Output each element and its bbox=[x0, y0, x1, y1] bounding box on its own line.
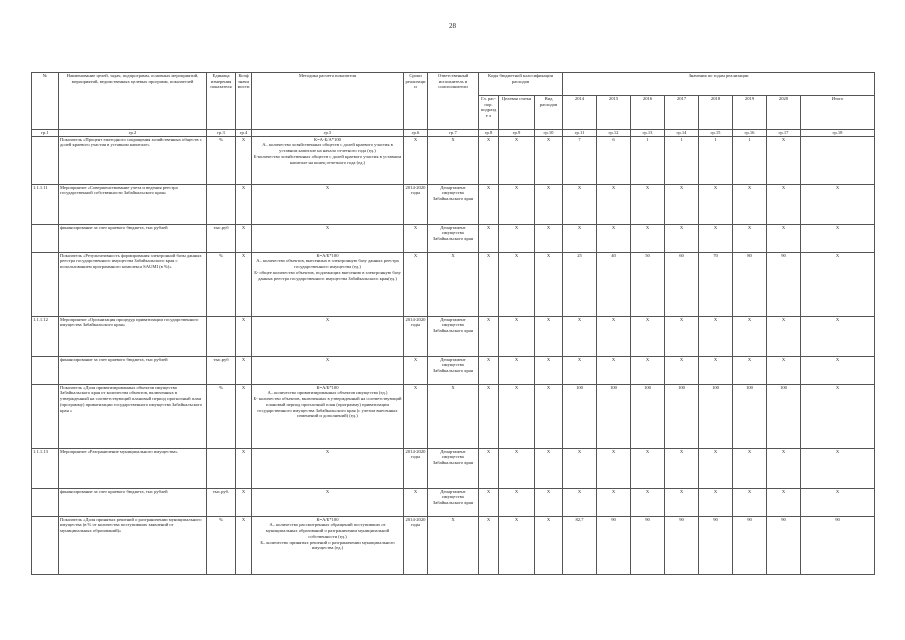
row-coef: Х bbox=[236, 516, 252, 574]
header-year: 2017 bbox=[665, 96, 699, 130]
column-number: гр.1 bbox=[32, 130, 59, 137]
row-year-value: 90 bbox=[699, 516, 733, 574]
row-method: Х bbox=[252, 448, 404, 488]
row-period: 2014-2020 годы bbox=[404, 316, 428, 356]
row-year-value: Х bbox=[733, 356, 767, 384]
row-year-value: 50 bbox=[631, 252, 665, 316]
row-method: К=А/Б*100 А– количество приватизированных объектов имущества (ед.) Б- количество объектов, включенных в утвержденный на соответствующий плановый период прогнозный план (программу) приватизации государственного имущества Забайкальского края (с учетом внесенных изменений и дополнений) (ед.) bbox=[252, 384, 404, 448]
header-year: 2015 bbox=[597, 96, 631, 130]
row-year-value: 100 bbox=[767, 384, 801, 448]
row-executor: Департамент имущества Забайкальского края bbox=[428, 488, 479, 516]
row-exp-type: Х bbox=[535, 184, 563, 224]
table-row bbox=[32, 184, 875, 224]
row-year-value: 7 bbox=[563, 136, 597, 184]
row-year-value: 100 bbox=[563, 384, 597, 448]
table-row bbox=[32, 448, 875, 488]
header-method: Методика расчета показателя bbox=[252, 73, 404, 130]
row-exp-type: Х bbox=[535, 356, 563, 384]
row-method: Х bbox=[252, 224, 404, 252]
row-year-value: Х bbox=[733, 224, 767, 252]
column-number: гр.8 bbox=[479, 130, 499, 137]
row-year-value: 100 bbox=[597, 384, 631, 448]
row-exp-type: Х bbox=[535, 516, 563, 574]
row-year-value: 1 bbox=[631, 136, 665, 184]
row-year-value: 80 bbox=[733, 252, 767, 316]
row-name: Показатель «Доля принятых решений о разграничении муниципального имущества (в % от количества поступивших заявлений от муниципальных образований)» bbox=[59, 516, 207, 574]
header-year: 2018 bbox=[699, 96, 733, 130]
row-year-value: Х bbox=[699, 224, 733, 252]
row-method: Х bbox=[252, 356, 404, 384]
column-number: гр.10 bbox=[535, 130, 563, 137]
row-coef: Х bbox=[236, 316, 252, 356]
row-year-value: 60 bbox=[665, 252, 699, 316]
row-coef: Х bbox=[236, 488, 252, 516]
row-period: Х bbox=[404, 384, 428, 448]
row-exp-type: Х bbox=[535, 384, 563, 448]
row-year-value: 90 bbox=[597, 516, 631, 574]
header-gr-rasp: Гл. рас- пор. подразде л bbox=[479, 96, 499, 130]
header-year: 2020 bbox=[767, 96, 801, 130]
row-year-value: Х bbox=[665, 224, 699, 252]
row-year-value: Х bbox=[631, 488, 665, 516]
row-gr-rasp: Х bbox=[479, 356, 499, 384]
header-row-1 bbox=[32, 73, 875, 96]
row-year-value: Х bbox=[563, 316, 597, 356]
row-number bbox=[32, 356, 59, 384]
row-name: финансирование за счет краевого бюджета, тыс рублей bbox=[59, 356, 207, 384]
row-gr-rasp: Х bbox=[479, 184, 499, 224]
header-budget-codes: Коды бюджетной классификации расходов bbox=[479, 73, 563, 96]
row-method: Х bbox=[252, 488, 404, 516]
row-year-value: 1 bbox=[699, 136, 733, 184]
header-executor: Ответственный исполнитель и соисполнители bbox=[428, 73, 479, 130]
row-year-value: 90 bbox=[631, 516, 665, 574]
row-gr-rasp: Х bbox=[479, 224, 499, 252]
row-gr-rasp: Х bbox=[479, 384, 499, 448]
row-method: К=А/Б*100 А– количество рассмотренных обращений поступивших от муниципальных образований о разграничении муниципальной собственности (ед.) Б– количество принятых решений о разграничении муниципального имущества (ед.) bbox=[252, 516, 404, 574]
row-name: Мероприятие «Совершенствование учета и ведения реестра государственной собственности Забайкальского края» bbox=[59, 184, 207, 224]
row-unit bbox=[207, 184, 236, 224]
row-number bbox=[32, 516, 59, 574]
row-number: 1.1.1.12 bbox=[32, 316, 59, 356]
column-number: гр.11 bbox=[563, 130, 597, 137]
column-number: гр.3 bbox=[207, 130, 236, 137]
row-year-value: Х bbox=[665, 184, 699, 224]
row-target: Х bbox=[499, 184, 535, 224]
header-period: Сроки реализации bbox=[404, 73, 428, 130]
row-method: К=А-Б/А*100 А– количество хозяйственных обществ с долей краевого участия в уставном капитале на начало отчетного года (ед.) Б-количество хозяйственных обществ с долей краевого участия в уставном капитале на конец отчетного года (ед.) bbox=[252, 136, 404, 184]
row-period: Х bbox=[404, 488, 428, 516]
row-year-value: 40 bbox=[597, 252, 631, 316]
row-year-value: Х bbox=[563, 448, 597, 488]
row-unit: % bbox=[207, 136, 236, 184]
row-year-value: Х bbox=[563, 356, 597, 384]
row-year-value: Х bbox=[665, 316, 699, 356]
row-exp-type: Х bbox=[535, 488, 563, 516]
row-year-value: Х bbox=[597, 184, 631, 224]
row-executor: Х bbox=[428, 136, 479, 184]
row-period: 2014-2020 годы bbox=[404, 516, 428, 574]
row-year-value: Х bbox=[733, 184, 767, 224]
row-unit: % bbox=[207, 516, 236, 574]
column-number: гр.14 bbox=[665, 130, 699, 137]
row-year-value: Х bbox=[767, 224, 801, 252]
row-exp-type: Х bbox=[535, 224, 563, 252]
row-year-value: 1 bbox=[733, 136, 767, 184]
row-target: Х bbox=[499, 136, 535, 184]
row-target: Х bbox=[499, 488, 535, 516]
row-year-value: Х bbox=[767, 448, 801, 488]
header-exp-type: Вид расходов bbox=[535, 96, 563, 130]
row-name: Показатель «Процент ежегодного сокращения хозяйственных обществ с долей краевого участия в уставном капитале» bbox=[59, 136, 207, 184]
row-year-value: Х bbox=[801, 488, 875, 516]
table-row bbox=[32, 516, 875, 574]
row-year-value: Х bbox=[631, 184, 665, 224]
header-year: 2016 bbox=[631, 96, 665, 130]
row-period: Х bbox=[404, 356, 428, 384]
row-year-value: Х bbox=[801, 224, 875, 252]
row-name: Показатель «Результативность формирования электронной базы данных реестра государственного имущества Забайкальского края с использованием программного комплекса SAUMI (в %)» bbox=[59, 252, 207, 316]
row-gr-rasp: Х bbox=[479, 252, 499, 316]
row-exp-type: Х bbox=[535, 136, 563, 184]
row-exp-type: Х bbox=[535, 252, 563, 316]
row-year-value: Х bbox=[767, 316, 801, 356]
row-year-value: 90 bbox=[767, 516, 801, 574]
row-year-value: 90 bbox=[801, 516, 875, 574]
row-year-value: Х bbox=[733, 488, 767, 516]
column-number: гр.15 bbox=[699, 130, 733, 137]
column-number: гр.4 bbox=[236, 130, 252, 137]
row-executor: Департамент имущества Забайкальского края bbox=[428, 316, 479, 356]
row-executor: Х bbox=[428, 516, 479, 574]
column-numbers-row bbox=[32, 130, 875, 137]
row-year-value: Х bbox=[597, 488, 631, 516]
row-name: Мероприятие «Разграничение муниципального имущества» bbox=[59, 448, 207, 488]
row-year-value: Х bbox=[733, 316, 767, 356]
row-target: Х bbox=[499, 384, 535, 448]
table-row bbox=[32, 356, 875, 384]
row-year-value: Х bbox=[801, 356, 875, 384]
header-year: 2014 bbox=[563, 96, 597, 130]
row-year-value: Х bbox=[767, 184, 801, 224]
row-number: 1.1.1.11 bbox=[32, 184, 59, 224]
row-year-value: 82,7 bbox=[563, 516, 597, 574]
row-year-value: 6 bbox=[597, 136, 631, 184]
row-year-value: Х bbox=[699, 316, 733, 356]
row-executor: Х bbox=[428, 384, 479, 448]
column-number: гр.17 bbox=[767, 130, 801, 137]
row-period: Х bbox=[404, 252, 428, 316]
row-period: Х bbox=[404, 136, 428, 184]
row-year-value: Х bbox=[563, 184, 597, 224]
row-gr-rasp: Х bbox=[479, 136, 499, 184]
page-number: 28 bbox=[449, 22, 456, 30]
row-number bbox=[32, 252, 59, 316]
row-coef: Х bbox=[236, 184, 252, 224]
row-executor: Департамент имущества Забайкальского края bbox=[428, 184, 479, 224]
row-unit: тыс.руб bbox=[207, 224, 236, 252]
row-executor: Х bbox=[428, 252, 479, 316]
row-target: Х bbox=[499, 516, 535, 574]
row-year-value: 90 bbox=[767, 252, 801, 316]
row-year-value: Х bbox=[665, 448, 699, 488]
header-year: 2019 bbox=[733, 96, 767, 130]
row-method: Х bbox=[252, 316, 404, 356]
row-unit bbox=[207, 316, 236, 356]
row-unit: % bbox=[207, 252, 236, 316]
column-number: гр.2 bbox=[59, 130, 207, 137]
row-unit: тыс.руб bbox=[207, 356, 236, 384]
row-year-value: Х bbox=[767, 488, 801, 516]
column-number: гр.12 bbox=[597, 130, 631, 137]
row-year-value: 25 bbox=[563, 252, 597, 316]
row-gr-rasp: Х bbox=[479, 516, 499, 574]
row-gr-rasp: Х bbox=[479, 448, 499, 488]
row-year-value: 70 bbox=[699, 252, 733, 316]
row-year-value: Х bbox=[563, 488, 597, 516]
row-year-value: Х bbox=[801, 384, 875, 448]
row-year-value: Х bbox=[665, 356, 699, 384]
row-target: Х bbox=[499, 356, 535, 384]
row-year-value: 100 bbox=[665, 384, 699, 448]
row-year-value: 90 bbox=[733, 516, 767, 574]
column-number: гр.7 bbox=[428, 130, 479, 137]
row-executor: Департамент имущества Забайкальского края bbox=[428, 356, 479, 384]
row-exp-type: Х bbox=[535, 316, 563, 356]
row-coef: Х bbox=[236, 224, 252, 252]
row-gr-rasp: Х bbox=[479, 316, 499, 356]
row-number bbox=[32, 136, 59, 184]
row-name: финансирование за счет краевого бюджета, тыс рублей bbox=[59, 488, 207, 516]
header-coef: Коэф значи мости bbox=[236, 73, 252, 130]
row-year-value: Х bbox=[631, 316, 665, 356]
header-target: Целевая статья bbox=[499, 96, 535, 130]
row-year-value: Х bbox=[733, 448, 767, 488]
column-number: гр.5 bbox=[252, 130, 404, 137]
row-year-value: Х bbox=[699, 356, 733, 384]
row-coef: Х bbox=[236, 252, 252, 316]
row-executor: Департамент имущества Забайкальского края bbox=[428, 224, 479, 252]
row-exp-type: Х bbox=[535, 448, 563, 488]
row-year-value: Х bbox=[699, 184, 733, 224]
row-year-value: Х bbox=[563, 224, 597, 252]
row-method: Х bbox=[252, 184, 404, 224]
row-year-value: Х bbox=[665, 488, 699, 516]
row-year-value: Х bbox=[597, 316, 631, 356]
column-number: гр.18 bbox=[801, 130, 875, 137]
row-unit: тыс.руб. bbox=[207, 488, 236, 516]
row-number: 1.1.1.13 bbox=[32, 448, 59, 488]
row-year-value: Х bbox=[801, 252, 875, 316]
row-year-value: 100 bbox=[699, 384, 733, 448]
row-year-value: 90 bbox=[665, 516, 699, 574]
row-target: Х bbox=[499, 448, 535, 488]
row-year-value: Х bbox=[699, 488, 733, 516]
header-unit: Единица измерения показателя bbox=[207, 73, 236, 130]
row-unit bbox=[207, 448, 236, 488]
row-year-value: Х bbox=[631, 356, 665, 384]
row-gr-rasp: Х bbox=[479, 488, 499, 516]
column-number: гр.9 bbox=[499, 130, 535, 137]
row-period: Х bbox=[404, 224, 428, 252]
row-year-value: Х bbox=[597, 448, 631, 488]
row-unit: % bbox=[207, 384, 236, 448]
header-year: Итого bbox=[801, 96, 875, 130]
row-year-value: 100 bbox=[733, 384, 767, 448]
row-year-value: Х bbox=[631, 224, 665, 252]
row-year-value: 1 bbox=[665, 136, 699, 184]
table-row bbox=[32, 136, 875, 184]
row-coef: Х bbox=[236, 356, 252, 384]
row-year-value: Х bbox=[631, 448, 665, 488]
header-values-by-year: Значения по годам реализации bbox=[563, 73, 875, 96]
row-year-value: Х bbox=[767, 356, 801, 384]
row-coef: Х bbox=[236, 448, 252, 488]
row-year-value bbox=[801, 136, 875, 184]
row-year-value: Х bbox=[767, 136, 801, 184]
row-number bbox=[32, 488, 59, 516]
row-period: 2014-2020 годы bbox=[404, 184, 428, 224]
row-target: Х bbox=[499, 252, 535, 316]
header-num: № bbox=[32, 73, 59, 130]
header-name: Наименование целей, задач, подпрограмм, основных мероприятий, мероприятий, ведомственных целевых программ, показателей bbox=[59, 73, 207, 130]
column-number: гр.16 bbox=[733, 130, 767, 137]
row-period: 2014-2020 годы bbox=[404, 448, 428, 488]
row-coef: Х bbox=[236, 136, 252, 184]
row-number bbox=[32, 224, 59, 252]
row-year-value: 100 bbox=[631, 384, 665, 448]
row-name: финансирование за счет краевого бюджета, тыс рублей bbox=[59, 224, 207, 252]
row-coef: Х bbox=[236, 384, 252, 448]
row-method: К=А/Б*100 А– количество объектов, внесенных в электронную базу данных реестра государственного имущества (ед.) Б- общее количество объектов, подлежащих внесению в электронную базу данных реестра государственного имущества Забайкальского края(ед.) bbox=[252, 252, 404, 316]
row-name: Мероприятие «Организация процедур приватизации государственного имущества Забайкальского края» bbox=[59, 316, 207, 356]
row-year-value: Х bbox=[801, 184, 875, 224]
table-row bbox=[32, 252, 875, 316]
table-row bbox=[32, 316, 875, 356]
row-year-value: Х bbox=[801, 316, 875, 356]
row-year-value: Х bbox=[699, 448, 733, 488]
row-target: Х bbox=[499, 224, 535, 252]
table-row bbox=[32, 488, 875, 516]
column-number: гр.6 bbox=[404, 130, 428, 137]
row-year-value: Х bbox=[801, 448, 875, 488]
table-row bbox=[32, 384, 875, 448]
row-name: Показатель «Доля приватизированных объектов имущества Забайкальского края от количества объектов, включенных в утвержденный на соответствующий плановый период прогнозный план (программу) приватизации государственного имущества Забайкальского края » bbox=[59, 384, 207, 448]
row-year-value: Х bbox=[597, 356, 631, 384]
column-number: гр.13 bbox=[631, 130, 665, 137]
table-row bbox=[32, 224, 875, 252]
row-executor: Департамент имущества Забайкальского края bbox=[428, 448, 479, 488]
indicators-table bbox=[31, 72, 875, 575]
row-number bbox=[32, 384, 59, 448]
row-target: Х bbox=[499, 316, 535, 356]
row-year-value: Х bbox=[597, 224, 631, 252]
